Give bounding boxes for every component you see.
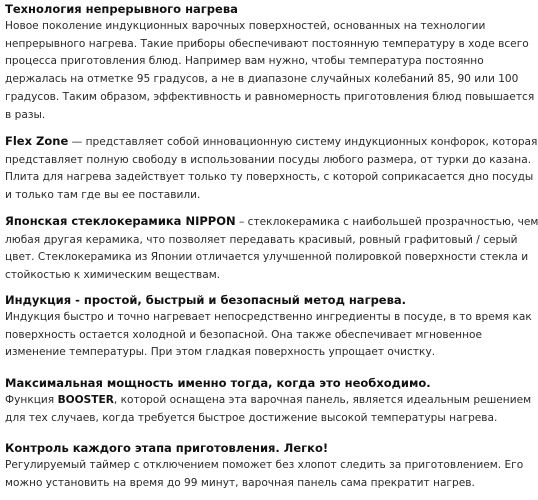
flex-zone-term: Flex Zone	[5, 134, 69, 148]
section-max-power	[5, 376, 532, 427]
lead-text: Функция	[5, 394, 58, 406]
paragraph-lead-line	[5, 392, 532, 410]
section-heading: Индукция - простой, быстрый и безопасный метод нагрева.	[5, 293, 407, 307]
paragraph-line: поверхность остается холодной и безопасной. Она также обеспечивает мгновенное	[5, 328, 483, 341]
section-heading: Технология непрерывного нагрева	[5, 2, 238, 16]
section-nippon-glass	[5, 214, 538, 285]
paragraph-line: Регулируемый таймер с отключением поможет без хлопот следить за приготовлением. Его	[5, 459, 524, 471]
paragraph-line: держалась на отметке 95 градусов, а не в диапазоне случайных колебаний 85, 90 или 100	[5, 73, 519, 86]
paragraph-line: для тех случаев, когда требуется быстрое достижение высокой температуры нагрева.	[5, 411, 498, 424]
section-continuous-heating	[5, 2, 535, 124]
paragraph-line: можно установить на время до 99 минут, варочная панель сама прекратит нагрев.	[5, 476, 475, 489]
section-paragraph	[5, 18, 535, 124]
nippon-term: Японская стеклокерамика NIPPON	[5, 214, 236, 228]
section-induction	[5, 293, 532, 362]
paragraph-lead-line	[5, 214, 538, 232]
section-paragraph	[5, 214, 538, 285]
paragraph-line: Индукция быстро и точно нагревает непосредственно ингредиенты в посуде, в то время как	[5, 311, 532, 323]
booster-term: BOOSTER	[57, 394, 114, 406]
paragraph-line: непрерывного нагрева. Такие приборы обеспечивают постоянную температуру в ходе всего	[5, 37, 529, 50]
section-heading: Контроль каждого этапа приготовления. Легко!	[5, 441, 329, 455]
paragraph-line: представляет полную свободу в использовании посуды любого размера, от турки до казана.	[5, 153, 532, 166]
lead-text: – стеклокерамика с наибольшей прозрачностью, чем	[235, 216, 538, 228]
paragraph-line: в разы.	[5, 108, 46, 121]
paragraph-line: Плита для нагрева задействует только ту поверхность, с которой соприкасается дно посуды	[5, 171, 534, 184]
paragraph-lead-line	[5, 134, 538, 152]
section-heading: Максимальная мощность именно тогда, когда это необходимо.	[5, 376, 431, 390]
paragraph-line: цвет. Стеклокерамика из Японии отличается улучшенной полировкой поверхности стекла и	[5, 251, 529, 264]
section-paragraph	[5, 309, 532, 362]
section-timer-control	[5, 441, 524, 492]
section-flex-zone	[5, 134, 538, 205]
paragraph-line: процесса приготовления блюд. Например вам нужно, чтобы температура постоянно	[5, 55, 484, 68]
paragraph-line: стойкостью к химическим веществам.	[5, 269, 221, 282]
section-paragraph	[5, 392, 532, 427]
lead-text: , которой оснащена эта варочная панель, является идеальным решением	[113, 394, 532, 406]
paragraph-line: Новое поколение индукционных варочных поверхностей, основанных на технологии	[5, 20, 486, 32]
section-paragraph	[5, 457, 524, 492]
section-paragraph	[5, 134, 538, 205]
paragraph-line: градусов. Таким образом, эффективность и равномерность приготовления блюд повышается	[5, 90, 535, 103]
paragraph-line: любая другая керамика, что позволяет передавать красивый, ровный графитовый / серый	[5, 233, 518, 246]
lead-text: — представляет собой инновационную систему индукционных конфорок, которая	[68, 136, 538, 148]
paragraph-line: и только там где вы ее поставили.	[5, 189, 201, 202]
paragraph-line: изменение температуры. При этом гладкая поверхность упрощает очистку.	[5, 346, 436, 359]
